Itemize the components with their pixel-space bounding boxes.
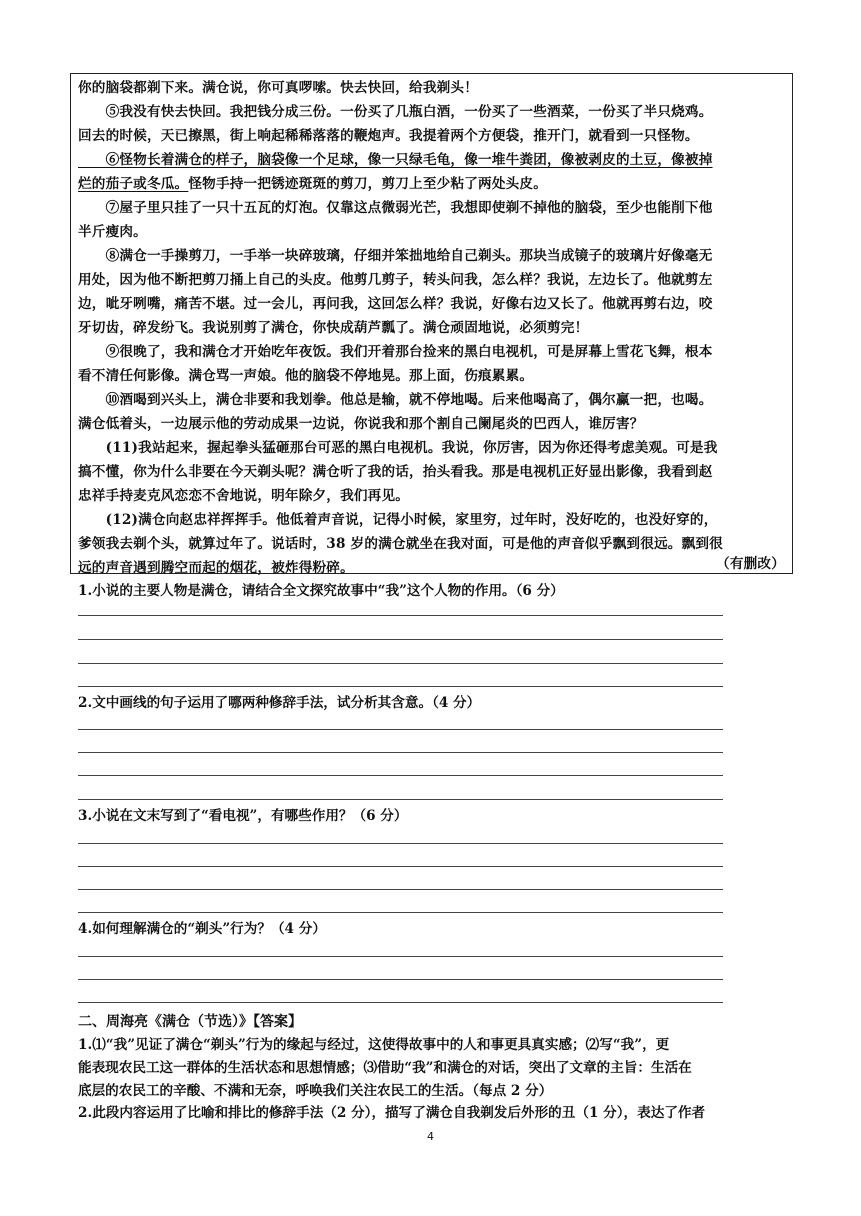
answer-line xyxy=(78,843,723,844)
underlined-sentence: ⑥怪物长着满仓的样子，脑袋像一个足球，像一只绿毛龟，像一堆牛粪团，像被剥皮的土豆，像被掉 xyxy=(78,152,713,168)
passage-line: 回去的时候，天已擦黑，街上响起稀稀落落的鞭炮声。我提着两个方便袋，推开门，就看到一只怪物。 xyxy=(78,128,699,144)
passage-line: ⑦屋子里只挂了一只十五瓦的灯泡。仅靠这点微弱光芒，我想即使剃不掉他的脑袋，至少也能削下他 xyxy=(78,200,713,216)
answer-line xyxy=(78,615,723,616)
passage-line: ⑧满仓一手操剪刀，一手举一块碎玻璃，仔细并笨拙地给自己剃头。那块当成镜子的玻璃片好像毫无 xyxy=(78,248,713,264)
question-4: 4.如何理解满仓的“剃头”行为？（4 分） xyxy=(78,921,326,937)
passage-line: 远的声音遇到腾空而起的烟花，被炸得粉碎。 xyxy=(78,560,354,576)
passage-line: 搞不懂，你为什么非要在今天剃头呢？满仓听了我的话，抬头看我。那是电视机正好显出影像，我看到赵 xyxy=(78,464,713,480)
answer-line xyxy=(78,1002,723,1003)
answer-line xyxy=(78,686,723,687)
answer-line xyxy=(78,752,723,753)
answer-line xyxy=(78,866,723,867)
answer-line-text: 能表现农民工这一群体的生活状态和思想情感；⑶借助“我”和满仓的对话，突出了文章的主旨：生活在 xyxy=(78,1060,692,1076)
answer-line xyxy=(78,663,723,664)
page-number: 4 xyxy=(427,1130,434,1143)
answer-line-text: 1.⑴“我”见证了满仓“剃头”行为的缘起与经过，这使得故事中的人和事更具真实感；⑵写“我”，更 xyxy=(78,1037,670,1053)
answer-line xyxy=(78,799,723,800)
answer-line xyxy=(78,956,723,957)
answer-line xyxy=(78,729,723,730)
answer-line xyxy=(78,639,723,640)
question-2: 2.文中画线的句子运用了哪两种修辞手法，试分析其含意。（4 分） xyxy=(78,695,481,711)
passage-line: (11)我站起来，握起拳头猛砸那台可恶的黑白电视机。我说，你厉害，因为你还得考虑美观。可是我 xyxy=(78,440,718,456)
question-1: 1.小说的主要人物是满仓，请结合全文探究故事中“我”这个人物的作用。（6 分） xyxy=(78,583,564,599)
passage-line: 边，呲牙咧嘴，痛苦不堪。过一会儿，再问我，这回怎么样？我说，好像右边又长了。他就再剪右边，咬 xyxy=(78,296,713,312)
passage-line: ⑩酒喝到兴头上，满仓非要和我划拳。他总是输，就不停地喝。后来他喝高了，偶尔赢一把，也喝。 xyxy=(78,392,713,408)
passage-line: 你的脑袋都剃下来。满仓说，你可真啰嗦。快去快回，给我剃头！ xyxy=(78,80,479,96)
source-note: （有删改） xyxy=(716,556,785,572)
passage-line-rest: 怪物手持一把锈迹斑斑的剪刀，剪刀上至少粘了两处头皮。 xyxy=(188,176,547,192)
passage-line: 用处，因为他不断把剪刀捅上自己的头皮。他剪几剪子，转头问我，怎么样？我说，左边长了。他就剪左 xyxy=(78,272,713,288)
answer-heading: 二、周海亮《满仓（节选）》【答案】 xyxy=(78,1014,302,1030)
passage-line: 忠祥手持麦克风恋恋不舍地说，明年除夕，我们再见。 xyxy=(78,488,410,504)
passage-line xyxy=(78,175,788,194)
passage-line: 爹领我去剃个头，就算过年了。说话时，38 岁的满仓就坐在我对面，可是他的声音似乎飘到很远。飘到很 xyxy=(78,536,723,552)
passage-line: 牙切齿，碎发纷飞。我说别剪了满仓，你快成葫芦瓢了。满仓顽固地说，必须剪完！ xyxy=(78,320,589,336)
answer-line xyxy=(78,912,723,913)
passage-line: 满仓低着头，一边展示他的劳动成果一边说，你说我和那个割自己阑尾炎的巴西人，谁厉害？ xyxy=(78,416,644,432)
passage-line: ⑤我没有快去快回。我把钱分成三份。一份买了几瓶白酒，一份买了一些酒菜，一份买了半只烧鸡。 xyxy=(78,104,713,120)
passage-line: (12)满仓向赵忠祥挥挥手。他低着声音说，记得小时候，家里穷，过年时，没好吃的，也没好穿的， xyxy=(78,512,718,528)
passage-line: ⑨很晚了，我和满仓才开始吃年夜饭。我们开着那台捡来的黑白电视机，可是屏幕上雪花飞舞，根本 xyxy=(78,344,713,360)
answer-line xyxy=(78,979,723,980)
question-3: 3.小说在文末写到了“看电视”，有哪些作用？（6 分） xyxy=(78,808,408,824)
passage-line: 半斤瘦肉。 xyxy=(78,224,147,240)
underlined-sentence-end: 烂的茄子或冬瓜。 xyxy=(78,176,189,192)
answer-line-text: 底层的农民工的辛酸、不满和无奈，呼唤我们关注农民工的生活。（每点 2 分） xyxy=(78,1083,553,1099)
answer-line-text: 2.此段内容运用了比喻和排比的修辞手法（2 分），描写了满仓自我剃发后外形的丑（1 分），表达了作者 xyxy=(78,1105,706,1121)
passage-line: 看不清任何影像。满仓骂一声娘。他的脑袋不停地晃。那上面，伤痕累累。 xyxy=(78,368,534,384)
answer-line xyxy=(78,775,723,776)
answer-line xyxy=(78,889,723,890)
